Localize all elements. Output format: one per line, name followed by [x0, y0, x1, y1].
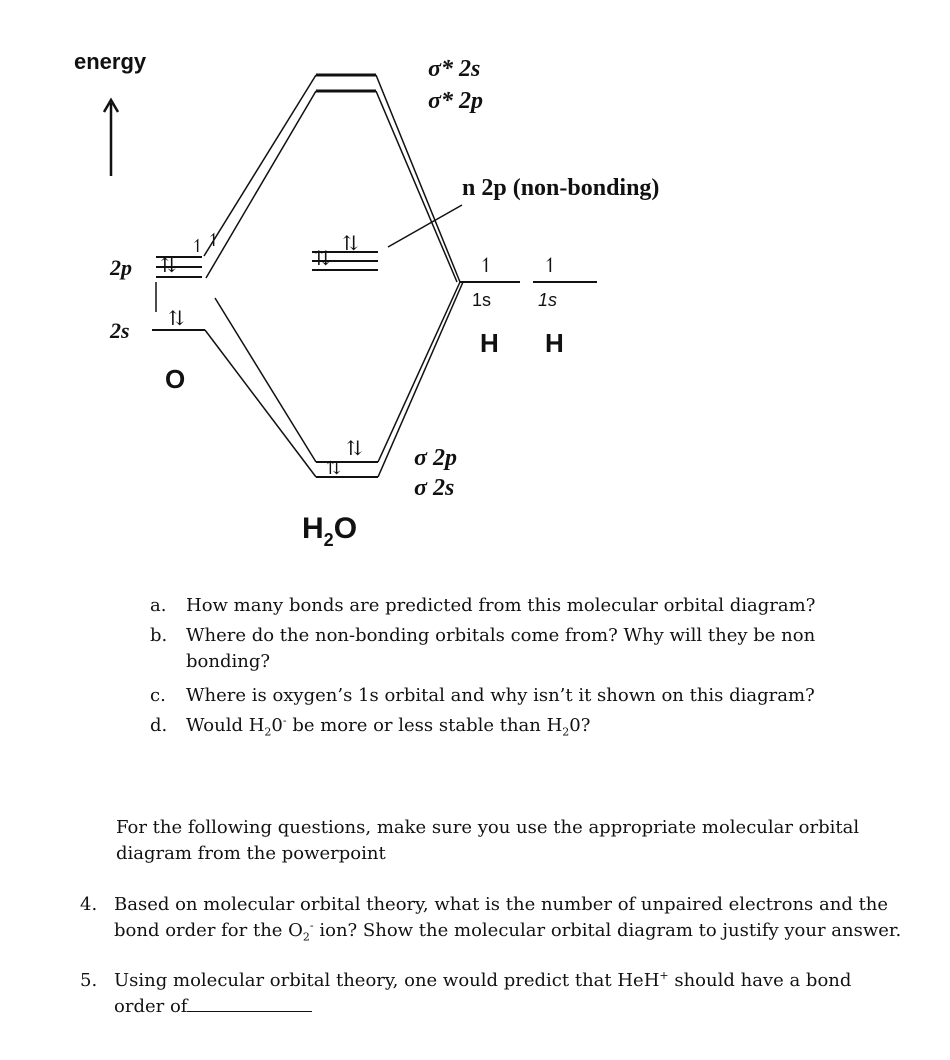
hydrogen-1-orbital-label: 1s: [472, 290, 492, 310]
question-a-label: a.: [150, 595, 167, 616]
nonbonding-pointer: [388, 205, 462, 247]
bonding-label-2: σ 2s: [414, 475, 455, 501]
antibonding-label-2: σ* 2p: [428, 88, 483, 114]
question-b-text: Where do the non-bonding orbitals come from? Why will they be non bonding?: [186, 625, 816, 672]
question-d-label: d.: [150, 715, 168, 736]
question-b-label: b.: [150, 625, 168, 646]
question-5-text: Using molecular orbital theory, one would predict that HeH+ should have a bond order of: [114, 969, 852, 1017]
question-a-text: How many bonds are predicted from this molecular orbital diagram?: [186, 595, 816, 616]
energy-arrow-icon: [104, 100, 118, 176]
question-4-label: 4.: [80, 894, 98, 915]
hydrogen-2-atom-label: H: [545, 328, 564, 358]
instructions-paragraph: For the following questions, make sure you use the appropriate molecular orbital diagram from the powerpoint: [116, 817, 860, 864]
question-c-text: Where is oxygen’s 1s orbital and why isn’t it shown on this diagram?: [186, 685, 815, 706]
oxygen-2p-electrons: ⇅: [160, 255, 177, 277]
hydrogen-1-electron: ↿: [478, 255, 495, 277]
oxygen-2p-unpaired-1: ↿: [190, 236, 206, 256]
hydrogen-2-electron: ↿: [542, 255, 559, 277]
oxygen-2p-unpaired-2: ↿: [206, 230, 222, 250]
hydrogen-2-orbital-label: 1s: [538, 290, 558, 310]
question-c-label: c.: [150, 685, 166, 706]
antibonding-label-1: σ* 2s: [428, 56, 481, 82]
oxygen-2s-electrons: ⇅: [168, 308, 185, 330]
question-4-text: Based on molecular orbital theory, what is the number of unpaired electrons and the bond order for the $O_2^-$ ion? Show the molecular orbital diagram to justify your answer.: [114, 894, 902, 944]
energy-label: energy: [74, 49, 147, 74]
correlation-lines: [204, 75, 463, 477]
hydrogen-1-atom-label: H: [480, 328, 499, 358]
nonbonding-electrons-2: ⇅: [342, 233, 359, 255]
nonbonding-label: n 2p (non-bonding): [462, 175, 660, 201]
question-5-label: 5.: [80, 970, 98, 991]
bonding-electrons-2: ⇅: [326, 458, 342, 478]
bonding-electrons-1: ⇅: [346, 438, 363, 460]
oxygen-2s-label: 2s: [110, 318, 130, 343]
oxygen-2p-label: 2p: [110, 255, 132, 280]
answer-blank[interactable]: [187, 995, 312, 1012]
oxygen-atom-label: O: [165, 364, 186, 394]
question-d-text: Would $H_20^-$ be more or less stable than $H_20$?: [186, 714, 591, 739]
nonbonding-electrons-1: ⇅: [314, 248, 331, 270]
molecule-label: $H_2O$: [302, 512, 358, 550]
bonding-label-1: σ 2p: [414, 445, 457, 471]
